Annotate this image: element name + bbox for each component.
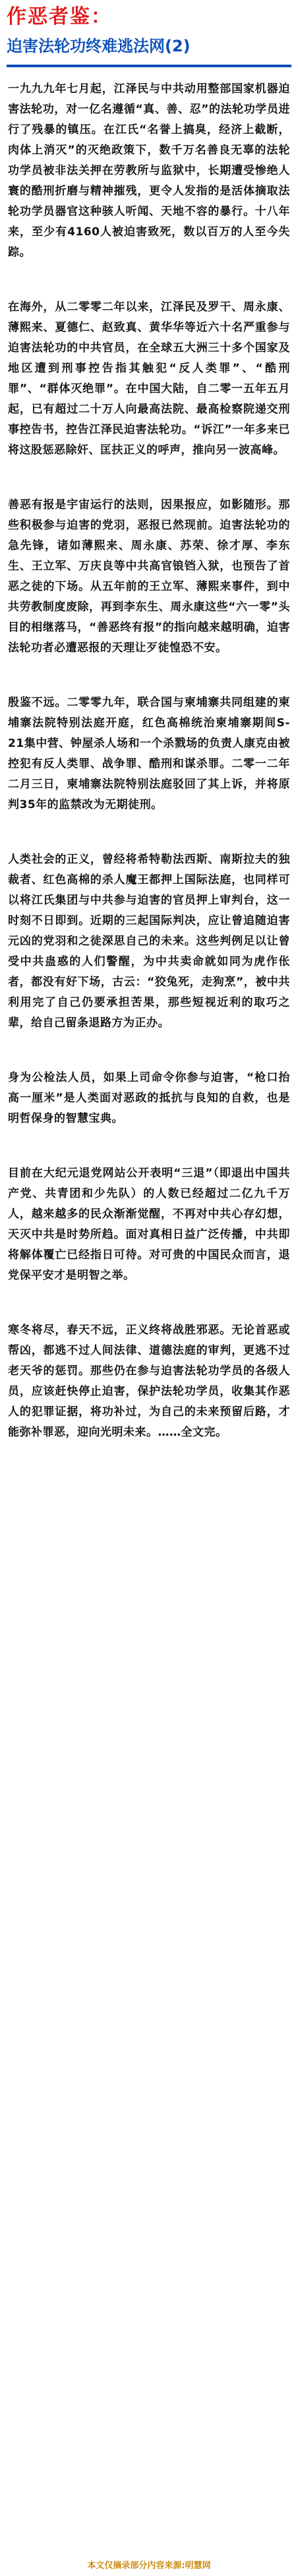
series-title: 作恶者鉴： [7, 5, 112, 28]
paragraph-2: 在海外，从二零零二年以来，江泽民及罗干、周永康、薄熙来、夏德仁、赵致真、黄华华等近六十名严重参与迫害法轮功的中共官员，在全球五大洲三十多个国家及地区遭到刑事控告指其触犯“反人类罪”、“酷刑罪”、“群体灭绝罪”。在中国大陆，自二零一五年五月起，已有超过二十万人向最高法院、最高检察院递交刑事控告书，控告江泽民迫害法轮功。“诉江”一年多来已将这股惩恶除奸、匡扶正义的呼声，推向另一波高峰。 [8, 301, 290, 457]
source-note: 本文仅摘录部分内容来源:明慧网 [87, 2561, 211, 2571]
article-header [0, 0, 298, 67]
article-body [0, 67, 298, 1443]
paragraph-5: 人类社会的正义，曾经将希特勒法西斯、南斯拉夫的独裁者、红色高棉的杀人魔王都押上国际法庭，也同样可以将江氏集团与中共参与迫害的官员押上审判台，这一时刻不日即到。近期的三起国际判决，应让曾追随迫害元凶的党羽和之徒深思自己的未来。这些判例足以让曾受中共蛊惑的人们警醒，为中共卖命就如同为虎作伥者，都没有好下场，古云：“狡兔死，走狗烹”，被中共利用完了自己仍要承担苦果，那些短视近利的取巧之辈，给自己留条退路方为正办。 [8, 853, 290, 1030]
paragraph-6: 身为公检法人员，如果上司命令你参与迫害，“枪口抬高一厘米”是人类面对恶政的抵抗与良知的自救，也是明哲保身的智慧宝典。 [8, 1071, 290, 1125]
paragraph-7: 目前在大纪元退党网站公开表明“三退”（即退出中国共产党、共青团和少先队）的人数已经超过二亿九千万人，越来越多的民众渐渐觉醒，不再对中共心存幻想，天灭中共是时势所趋。面对真相日益广泛传播，中共即将解体覆亡已经指日可待。对可贵的中国民众而言，退党保平安才是明智之举。 [8, 1167, 290, 1282]
paragraph-3: 善恶有报是宇宙运行的法则，因果报应，如影随形。那些积极参与迫害的党羽，恶报已然现前。迫害法轮功的急先锋，诸如薄熙来、周永康、苏荣、徐才厚、李东生、王立军、万庆良等中共高官锒铛入狱，也预告了首恶之徒的下场。从五年前的王立军、薄熙来事件，到中共劳教制度废除，再到李东生、周永康这些“六一零”头目的相继落马，“善恶终有报”的指向越来越明确，迫害法轮功者必遭恶报的天理让歹徒惶恐不安。 [8, 498, 290, 655]
paragraph-8: 寒冬将尽，春天不远，正义终将战胜邪恶。无论首恶或帮凶，都逃不过人间法律、道德法庭的审判，更逃不过老天爷的惩罚。那些仍在参与迫害法轮功学员的各级人员，应该赶快停止迫害，保护法轮功学员，收集其作恶人的犯罪证据，将功补过，为自己的未来预留后路，才能弥补罪恶，迎向光明未来。……全文完。 [8, 1324, 290, 1439]
paragraph-1: 一九九九年七月起，江泽民与中共动用整部国家机器迫害法轮功，对一亿名遵循“真、善、忍”的法轮功学员进行了残暴的镇压。在江氏“名誉上搞臭，经济上截断，肉体上消灭”的灭绝政策下，数千万名善良无辜的法轮功学员被非法关押在劳教所与监狱中，长期遭受惨绝人寰的酷刑折磨与精神摧残，更令人发指的是活体摘取法轮功学员器官这种骇人听闻、天地不容的暴行。十八年来，至少有4160人被迫害致死，数以百万的人至今失踪。 [8, 82, 290, 259]
article-title: 迫害法轮功终难逃法网(2) [7, 37, 191, 55]
paragraph-4: 殷鉴不远。二零零九年，联合国与柬埔寨共同组建的柬埔寨法院特别法庭开庭，红色高棉统治柬埔寨期间S-21集中营、钟屋杀人场和一个杀戮场的负责人康克由被控犯有反人类罪、战争罪、酷刑和谋杀罪。二零一二年二月三日，柬埔寨法院特别法庭驳回了其上诉，并将原判35年的监禁改为无期徒刑。 [8, 696, 290, 811]
